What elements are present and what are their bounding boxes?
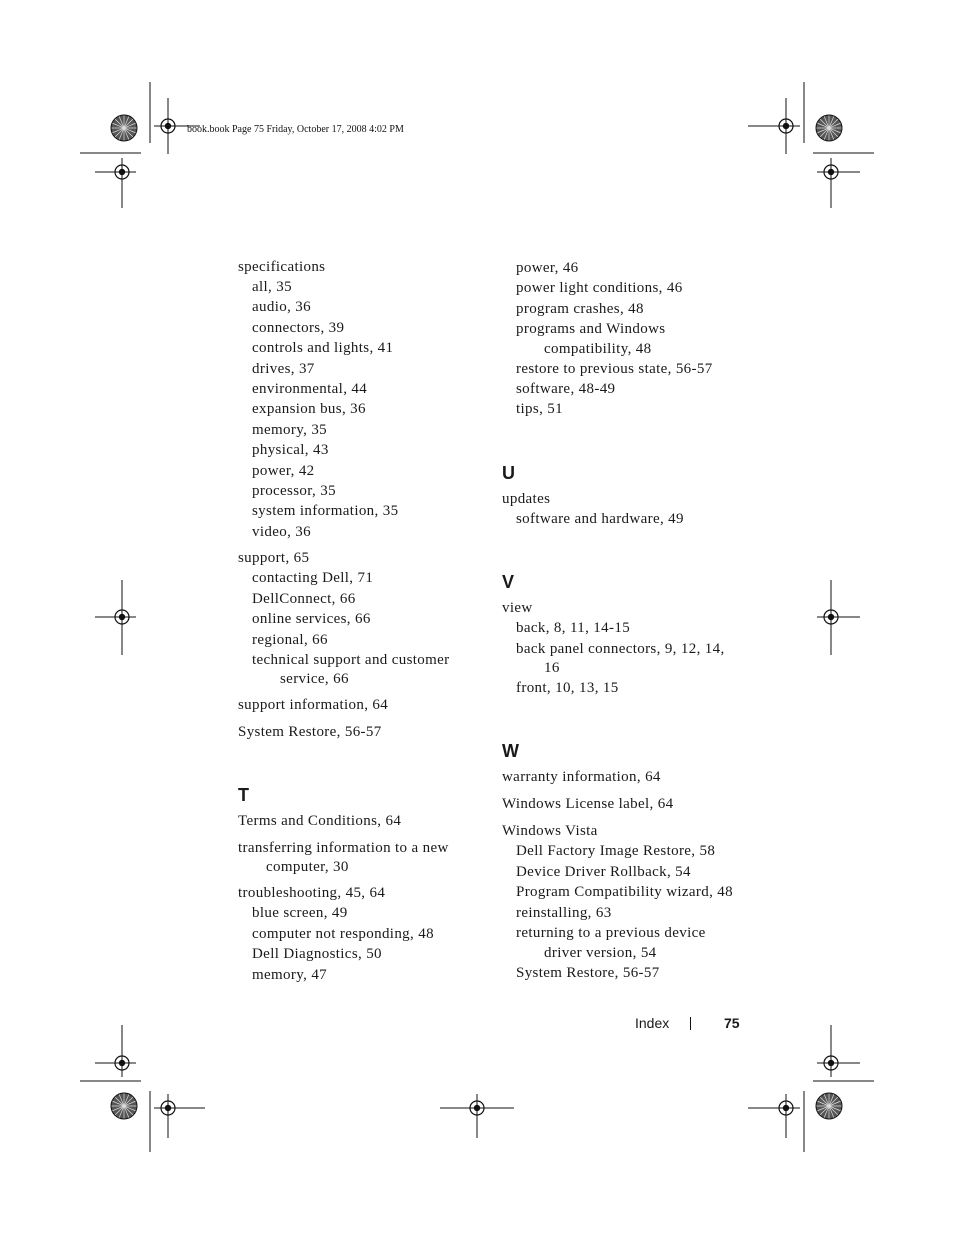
index-subentry: all, 35 (252, 279, 292, 295)
index-subentry-continuation: 16 (544, 660, 560, 677)
section-letter-u: U (502, 462, 516, 483)
index-entry-windows-license: Windows License label, 64 (502, 796, 674, 813)
index-entry-system-restore: System Restore, 56-57 (238, 724, 382, 741)
index-subentry: system information, 35 (252, 503, 399, 520)
index-subentry: online services, 66 (252, 611, 371, 628)
index-subentry: Dell Factory Image Restore, 58 (516, 843, 716, 860)
index-entry-support: support, 65 (238, 550, 310, 567)
footer-divider (690, 1017, 691, 1030)
index-subentry-programs: programs and Windows (516, 321, 666, 338)
index-subentry: tips, 51 (516, 401, 563, 418)
index-subentry: software, 48-49 (516, 381, 616, 398)
footer-section-label: Index (635, 1015, 670, 1031)
index-subentry: audio, 36 (252, 299, 311, 316)
index-subentry: physical, 43 (252, 442, 329, 459)
index-subentry: processor, 35 (252, 483, 336, 500)
section-letter-t: T (238, 785, 250, 806)
subentry-list-support (238, 568, 484, 689)
index-subentry: expansion bus, 36 (252, 401, 366, 418)
print-slug: book.book Page 75 Friday, October 17, 2008 4:02 PM (187, 124, 404, 135)
index-subentry: controls and lights, 41 (252, 340, 394, 357)
index-subentry: power, 46 (516, 260, 579, 276)
subentry-list-view (502, 618, 752, 698)
index-subentry: Program Compatibility wizard, 48 (516, 884, 734, 901)
index-subentry: DellConnect, 66 (252, 590, 356, 607)
index-subentry: computer not responding, 48 (252, 925, 434, 942)
index-subentry: video, 36 (252, 523, 311, 540)
subentry-list-updates (502, 509, 752, 529)
index-subentry: memory, 47 (252, 966, 328, 983)
index-subentry: reinstalling, 63 (516, 904, 612, 921)
index-subentry: program crashes, 48 (516, 300, 644, 317)
index-subentry: front, 10, 13, 15 (516, 680, 619, 697)
index-subentry: environmental, 44 (252, 381, 368, 398)
index-subentry: Device Driver Rollback, 54 (516, 863, 691, 880)
index-entry-continuation: computer, 30 (266, 859, 349, 876)
index-subentry-back-panel: back panel connectors, 9, 12, 14, (516, 640, 725, 657)
section-letter-v: V (502, 572, 515, 593)
index-subentry: restore to previous state, 56-57 (516, 360, 713, 377)
index-subentry: power, 42 (252, 462, 315, 479)
index-subentry: blue screen, 49 (252, 905, 348, 922)
subentry-list-windows-vista (502, 841, 752, 982)
section-letter-w: W (502, 741, 520, 762)
index-subentry-technical-support: technical support and customer (252, 651, 450, 668)
index-subentry: regional, 66 (252, 631, 328, 648)
index-subentry: Dell Diagnostics, 50 (252, 946, 382, 963)
index-entry-view: view (502, 600, 533, 617)
page-number: 75 (724, 1015, 740, 1031)
subentry-list-troubleshooting-continued (502, 258, 752, 420)
index-entry-support-information: support information, 64 (238, 697, 389, 714)
index-entry-troubleshooting: troubleshooting, 45, 64 (238, 885, 386, 902)
index-subentry: power light conditions, 46 (516, 280, 683, 297)
index-entry-specifications: specifications (238, 259, 326, 275)
index-subentry: contacting Dell, 71 (252, 570, 374, 587)
index-subentry-continuation: compatibility, 48 (544, 340, 652, 357)
index-entry-terms: Terms and Conditions, 64 (238, 813, 402, 830)
subentry-list-troubleshooting (238, 903, 484, 985)
index-entry-updates: updates (502, 490, 551, 507)
index-entry-windows-vista: Windows Vista (502, 823, 598, 840)
index-column-left (238, 258, 484, 985)
subentry-list-specifications (238, 277, 484, 542)
index-subentry: drives, 37 (252, 360, 315, 377)
index-entry-transferring: transferring information to a new (238, 840, 449, 857)
index-subentry: System Restore, 56-57 (516, 964, 660, 981)
index-subentry-returning: returning to a previous device (516, 925, 706, 942)
index-entry-warranty: warranty information, 64 (502, 769, 661, 786)
index-subentry: back, 8, 11, 14-15 (516, 620, 631, 637)
index-column-right (502, 258, 752, 983)
index-subentry: memory, 35 (252, 421, 328, 438)
index-subentry-continuation: driver version, 54 (544, 944, 657, 961)
index-subentry: software and hardware, 49 (516, 510, 684, 527)
index-subentry: connectors, 39 (252, 319, 345, 336)
index-subentry-continuation: service, 66 (280, 671, 349, 688)
